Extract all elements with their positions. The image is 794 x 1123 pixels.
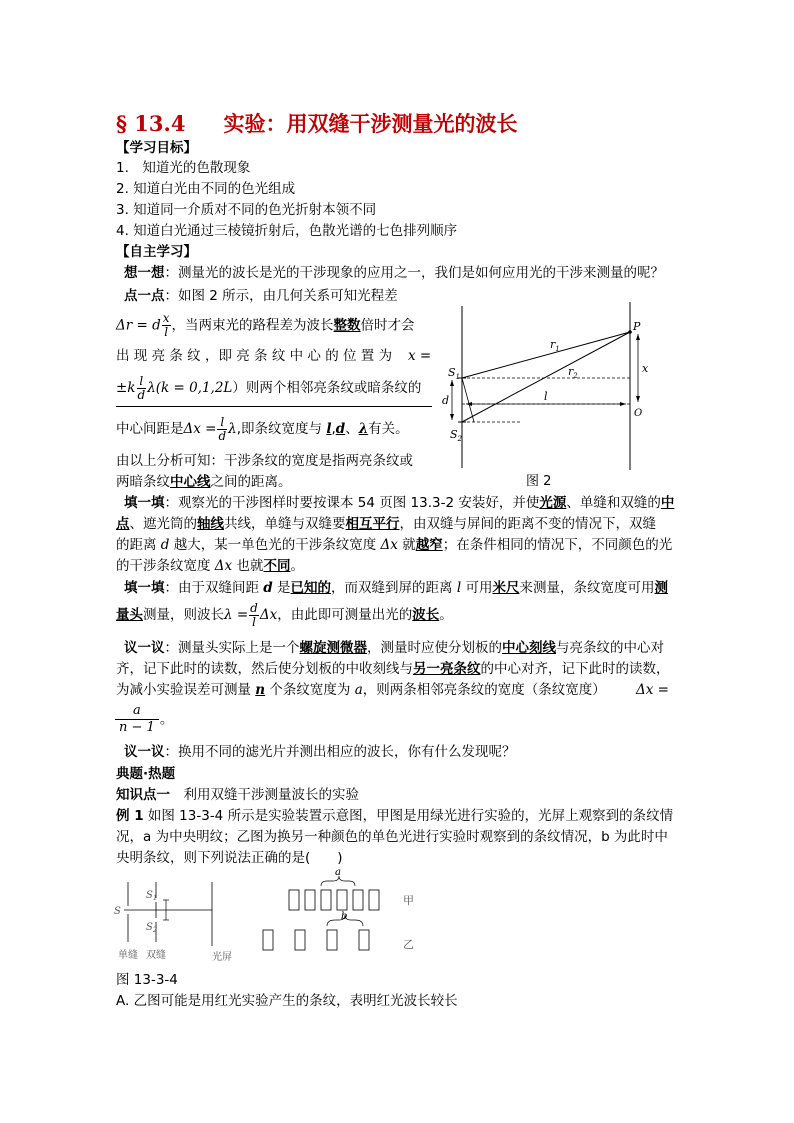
label-S: S	[114, 906, 121, 917]
fill2-text: 可用	[461, 580, 493, 596]
discuss2-text: ：换用不同的滤光片并测出相应的波长，你有什么发现呢？	[164, 744, 516, 760]
label-yi: 乙	[403, 938, 414, 951]
label-S1: $S_1$	[146, 890, 158, 902]
example1-line-1	[116, 806, 673, 826]
var-dx: Δx	[259, 607, 278, 623]
fill2-line-1	[124, 578, 668, 598]
label-jia: 甲	[403, 894, 414, 907]
discuss1-text: 的中心对齐，记下此时的读数，	[480, 661, 670, 677]
discuss-label: 议一议	[124, 640, 165, 656]
center-line-answer: 中心线	[170, 474, 211, 490]
var-dx: Δx	[380, 537, 398, 553]
label-S2: $S_2$	[450, 428, 463, 443]
knowledge-point-1	[116, 785, 359, 805]
point-text-5a: 中心间距是	[116, 421, 184, 437]
point-line-2	[116, 312, 415, 339]
fill1-text: ：观察光的干涉图样时要按课本 54 页图 13.3-2 安装好，并使	[164, 495, 540, 511]
fill-label: 填一填	[124, 580, 165, 596]
goal-item-4: 4. 知道白光通过三棱镜折射后，色散光谱的七色排列顺序	[116, 223, 458, 239]
answer-measuring-head-2: 量头	[116, 607, 143, 623]
point-text-4: ）则两个相邻亮条纹或暗条纹的	[232, 380, 422, 396]
frac-den: d	[137, 387, 146, 402]
fill1-text: 、遮光筒的	[129, 516, 197, 532]
fill2-text: 。	[439, 607, 453, 623]
label-S2: $S_2$	[146, 922, 158, 934]
discuss1-text: 为减小实验误差可测量	[116, 682, 256, 698]
goal-item-1: 1. 知道光的色散现象	[116, 160, 251, 176]
d-over-l-fraction	[249, 602, 259, 629]
discuss1-text: 个条纹宽度为	[265, 682, 355, 698]
discuss1-text: ，测量时应使分划板的	[367, 640, 502, 656]
point-text-7b: 之间的距离。	[210, 474, 292, 490]
discuss-label: 议一议	[124, 744, 165, 760]
figure-2-caption: 图 2	[526, 474, 552, 489]
period: 。	[159, 711, 174, 728]
pm-k: ±k	[116, 380, 136, 396]
frac-den: n − 1	[119, 720, 155, 735]
label-l: l	[544, 390, 548, 403]
example-label: 例 1	[116, 808, 144, 824]
delta-x-equals: Δx =	[183, 421, 217, 437]
goal-item-2: 2. 知道白光由不同的色光组成	[116, 181, 296, 197]
section-number: § 13.4	[116, 111, 186, 136]
point-text-1: ：如图 2 所示，由几何关系可知光程差	[164, 288, 398, 304]
fill1-line-1	[124, 493, 674, 513]
var-d: d	[263, 580, 273, 596]
lambda-equals: λ =	[224, 607, 249, 623]
label-screen: 光屏	[212, 952, 232, 963]
answer-l: l	[326, 421, 332, 437]
var-a: a	[354, 682, 363, 698]
think-paragraph	[124, 263, 664, 283]
option-a: A. 乙图可能是用红光实验产生的条纹，表明红光波长较长	[116, 993, 458, 1009]
fill1-text: 共线，单缝与双缝要	[224, 516, 346, 532]
fill2-text: 是	[272, 580, 291, 596]
label-O: O	[634, 408, 643, 419]
point-line-4	[116, 374, 421, 402]
fill1-text: ，由双缝与屏间的距离不变的情况下，双缝	[399, 516, 656, 532]
answer-n: n	[255, 682, 266, 698]
label-double-slit: 双缝	[146, 950, 166, 961]
var-l: l	[456, 580, 462, 596]
lambda: λ	[228, 421, 237, 437]
fill2-text: ，而双缝到屏的距离	[331, 580, 457, 596]
lambda-k-values: λ(k = 0,1,2L	[147, 380, 233, 396]
point-text-7a: 两暗条纹	[116, 474, 170, 490]
fill1-line-2	[116, 514, 656, 534]
point-line-1	[124, 286, 398, 306]
fill2-text: 来测量，条纹宽度可用	[519, 580, 655, 596]
answer-axis: 轴线	[197, 516, 224, 532]
label-b: b	[341, 911, 348, 922]
title-text: 实验：用双缝干涉测量光的波长	[223, 111, 518, 136]
frac-num: x	[162, 311, 170, 325]
point-label: 点一点	[124, 288, 165, 304]
fill2-text: ：由于双缝间距	[164, 580, 264, 596]
knowledge-point-label: 知识点一	[116, 787, 170, 803]
self-study-heading: 【自主学习】	[116, 244, 197, 260]
answer-center-reticle: 中心刻线	[502, 640, 556, 656]
point-line-6: 由以上分析可知：干涉条纹的宽度是指两亮条纹或	[116, 453, 413, 469]
point-text-2b: 倍时才会	[360, 317, 415, 334]
answer-meter-ruler: 米尺	[492, 580, 520, 596]
frac-num: a	[115, 703, 159, 720]
delta-r-formula: Δr = d	[116, 317, 161, 334]
example1-text: 如图 13-3-4 所示是实验装置示意图，甲图是用绿光进行实验的，光屏上观察到的条纹情	[143, 808, 674, 824]
goal-item-3: 3. 知道同一介质对不同的色光折射本领不同	[116, 202, 377, 218]
label-S1: $S_1$	[448, 366, 461, 381]
var-d: d	[160, 537, 170, 553]
discuss1-text: 与亮条纹的中心对	[556, 640, 664, 656]
point-text-2: ，当两束光的路程差为波长	[171, 317, 334, 334]
example1-line-2: 况，a 为中央明纹；乙图为换另一种颜色的单色光进行实验时观察到的条纹情况，b 为此时中	[116, 829, 668, 845]
example1-line-3: 央明条纹，则下列说法正确的是( )	[116, 850, 343, 866]
point-line-5: 中心间距是Δx = $\frac{l}{d}$ λ,即条纹宽度与 l,d、λ有关。	[116, 414, 409, 443]
point-text-5b: ,即条纹宽度与	[236, 421, 323, 437]
underline-rule	[116, 406, 432, 407]
l-over-d-fraction	[137, 375, 147, 402]
knowledge-point-text: 利用双缝干涉测量波长的实验	[170, 787, 359, 803]
fill1-text: ；在条件相同的情况下，不同颜色的光	[442, 537, 673, 553]
fill2-line-2	[116, 600, 453, 630]
label-d: d	[442, 394, 450, 407]
frac-num: d	[250, 600, 258, 615]
answer-center: 中	[660, 495, 675, 511]
answer-light-source: 光源	[539, 495, 567, 511]
fill-label: 填一填	[124, 495, 165, 511]
answer-known: 已知的	[290, 580, 332, 596]
discuss1-text: ：测量头实际上是一个	[164, 640, 300, 656]
answer-another-bright-fringe: 另一亮条纹	[413, 661, 481, 677]
fill1-text: 越大，某一单色光的干涉条纹宽度	[169, 537, 381, 553]
page-title	[116, 108, 517, 138]
answer-different: 不同	[263, 558, 291, 574]
typical-heading: 典题·热题	[116, 766, 176, 782]
point-text-5c: 有关。	[368, 421, 409, 437]
delta-x-equals-2: Δx =	[636, 682, 669, 698]
answer-micrometer: 螺旋测微器	[299, 640, 367, 656]
fill2-text: ，由此即可测量出光的	[277, 607, 413, 623]
frac-den: d	[218, 428, 227, 443]
fill1-line-4	[116, 556, 304, 576]
figure-2-diagram	[440, 298, 670, 473]
a-over-n-1	[114, 703, 173, 736]
figure-13-3-4-caption: 图 13-3-4	[116, 972, 178, 988]
label-r2: $r_2$	[568, 365, 578, 380]
answer-narrower: 越窄	[415, 537, 443, 553]
answer-measuring-head: 测	[654, 580, 668, 596]
a-over-n-minus-1-fraction	[115, 703, 159, 736]
think-text: ：测量光的波长是光的干涉现象的应用之一，我们是如何应用光的干涉来测量的呢？	[164, 265, 664, 281]
fill1-text: 的距离	[116, 537, 161, 553]
goals-heading: 【学习目标】	[116, 140, 197, 156]
label-x: x	[642, 362, 649, 375]
frac-den: l	[252, 614, 256, 629]
frac-den: l	[164, 325, 169, 339]
fill2-text: 测量，则波长	[143, 607, 224, 623]
frac-num: l	[217, 416, 227, 430]
answer-d: d	[335, 421, 346, 437]
point-line-3	[116, 346, 392, 366]
label-single-slit: 单缝	[118, 950, 138, 961]
discuss1-line-1	[124, 638, 664, 658]
answer-lambda: λ	[358, 421, 369, 437]
fill1-text: 也就	[232, 558, 264, 574]
point-text-3: 出 现 亮 条 纹 ，即 亮 条 纹 中 心 的 位 置 为	[116, 348, 393, 364]
x-over-l-fraction	[162, 312, 171, 339]
discuss1-line-3	[116, 680, 606, 700]
x-equals: x =	[408, 348, 432, 364]
fill1-text: 。	[290, 558, 304, 574]
integer-answer: 整数	[333, 317, 361, 334]
think-label: 想一想	[124, 265, 165, 281]
answer-parallel: 相互平行	[345, 516, 400, 532]
fringe-patterns	[255, 868, 425, 964]
label-a: a	[335, 868, 341, 878]
discuss1-line-2	[116, 659, 670, 679]
var-dx: Δx	[214, 558, 233, 574]
answer-wavelength: 波长	[412, 607, 440, 623]
discuss2-line	[124, 742, 516, 762]
fill1-text: 的干涉条纹宽度	[116, 558, 215, 574]
frac-num: l	[137, 375, 147, 389]
label-P: P	[633, 320, 641, 333]
discuss1-text: 齐，记下此时的读数，然后使分划板的中收刻线与	[116, 661, 413, 677]
label-r1: $r_1$	[550, 338, 560, 353]
l-over-d-fraction-2	[217, 416, 227, 443]
point-line-7	[116, 472, 292, 492]
fill1-text: 就	[397, 537, 416, 553]
fill1-text: 、单缝和双缝的	[566, 495, 661, 511]
fill1-line-3	[116, 535, 672, 555]
answer-center-2: 点	[116, 516, 130, 532]
discuss1-text: ，则两条相邻亮条纹的宽度（条纹宽度）	[362, 682, 606, 698]
